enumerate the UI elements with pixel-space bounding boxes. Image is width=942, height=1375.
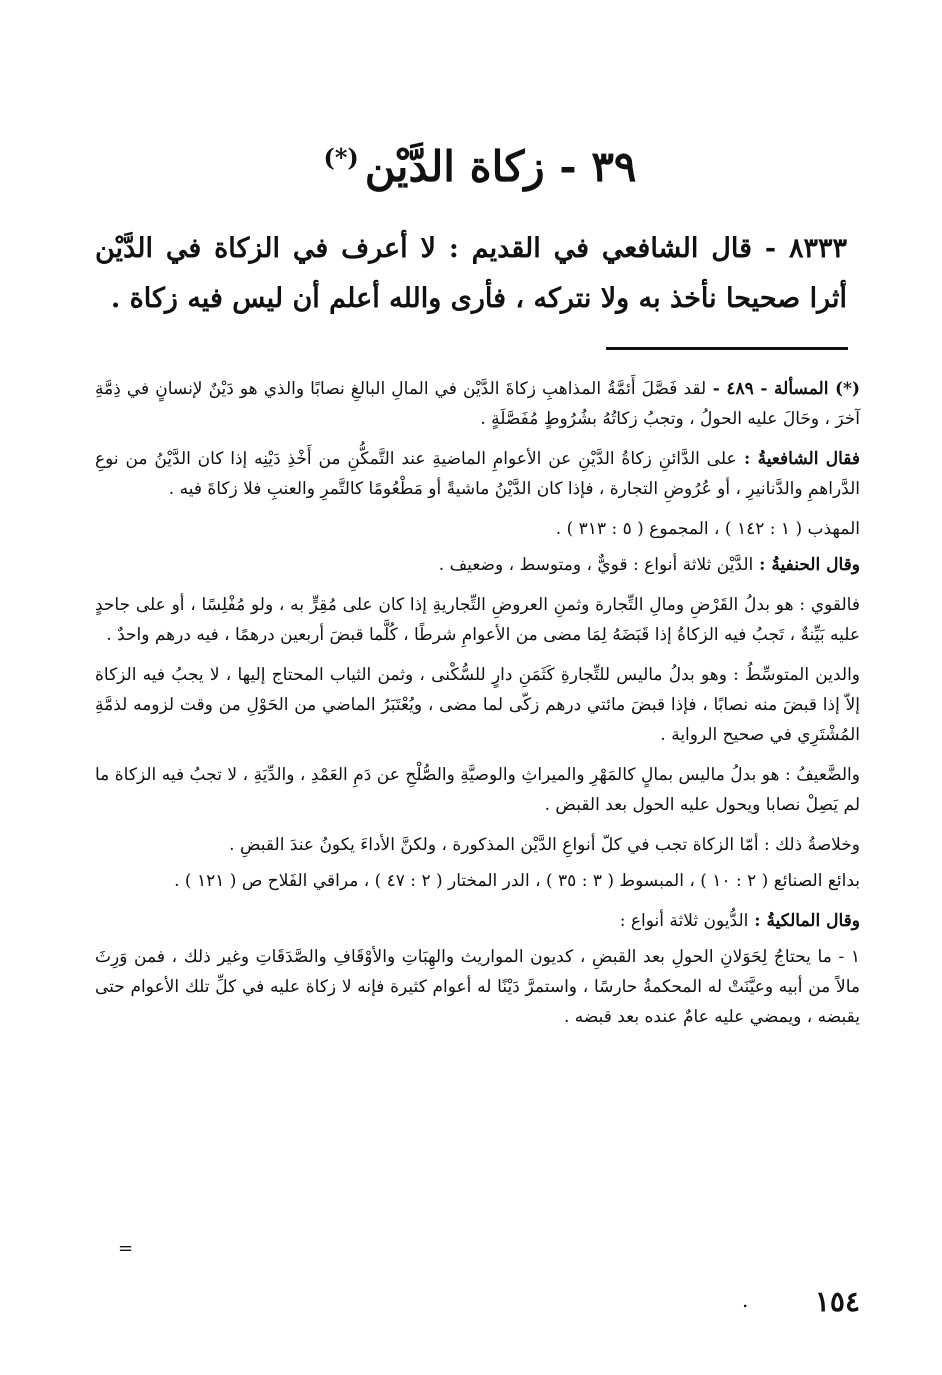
chapter-note-marker: (*) xyxy=(323,143,359,172)
footnote-maliki-text: الدُّيون ثلاثة أنواع : xyxy=(619,911,749,931)
chapter-title-text: ٣٩ - زكاة الدَّيْن xyxy=(364,142,637,191)
footnote-weak-debt: والضَّعيفُ : هو بدلُ ماليس بمالٍ كالمَهْرِ والميراثِ والوصيَّةِ والصُّلْحِ عن دَمِ العَمْدِ ، والدِّيَةِ ، لا تجبُ فيه الزكاة ما لم يَصِلْ نصابا ويحول عليه الحول بعد القبض . xyxy=(95,765,860,815)
footnote-shafii xyxy=(95,444,860,504)
footnote-separator xyxy=(606,347,848,350)
footnote-maliki-item-1: ١ - ما يحتاجُ لِحَوَلانِ الحولِ بعد القبضِ ، كديون المواريث والهِبَاتِ والأوْقَافِ والصَّدَقَاتِ وغير ذلك ، فمن وَرِثَ مالاً من أبيه وعيَّنَتْ له المحكمةُ حارسًا ، واستمرَّ دَيْنًا له أعوام كثيرة فإنه لا زكاة عليه في كلِّ تلك الأعوام حتى يقبضه ، ويمضي عليه عامٌ عنده بعد قبضه . xyxy=(95,947,860,1027)
footnote-intro-text: لقد فَصَّلَ أَئمَّةُ المذاهبِ زكاةَ الدَّيْن في المالِ البالغِ نصابًا والذي هو دَيْنٌ لإنسانٍ في ذِمَّةِ آخرَ ، وحَالَ عليه الحولُ ، وتجبُ زكاتُهُ بشُرُوطٍ مُفَصَّلَةٍ . xyxy=(95,379,860,429)
main-paragraph: ٨٣٣٣ - قال الشافعي في القديم : لا أعرف في الزكاة في الدَّيْن أثرا صحيحا نأخذ به ولا نتركه ، فأرى والله أعلم أن ليس فيه زكاة . xyxy=(95,233,847,314)
footnote-maliki xyxy=(95,906,860,936)
footnote-maliki-label: وقال المالكيةُ : xyxy=(748,911,860,931)
footnote-intro-label: (*) المسألة - ٤٨٩ - xyxy=(706,379,860,399)
footnote-reference: بدائع الصنائع ( ٢ : ١٠ ) ، المبسوط ( ٣ : ٣٥ ) ، الدر المختار ( ٢ : ٤٧ ) ، مراقي الفَلاح ص ( ١٢١ ) . xyxy=(174,871,860,891)
footnote-shafii-text: على الدَّائنِ زكاةُ الدَّيْنِ عن الأعوامِ الماضيةِ عند التَّمكُّنِ من أَخْذِ دَيْنِه إذا كان الدَّيْنُ من نوعِ الدَّراهمِ والدَّنانيرِ ، أو عُرُوضِ التجارة ، فإذا كان الدَّيْنُ ماشيةً أو مَطْعُومًا كالتَّمرِ والعنبِ فلا زكاةَ فيه . xyxy=(95,449,860,499)
page-number: ١٥٤ xyxy=(814,1285,860,1318)
footnote-reference: المهذب ( ١ : ١٤٢ ) ، المجموع ( ٥ : ٣١٣ ) . xyxy=(555,519,860,539)
footnote-summary: وخلاصةُ ذلك : أمّا الزكاة تجب في كلّ أنواعِ الدَّيْن المذكورة ، ولكنَّ الأداءَ يكونُ عندَ القبضِ . xyxy=(229,835,860,855)
page-dot: . xyxy=(742,1288,749,1312)
footnote-intro xyxy=(95,374,860,434)
footnote-hanafi-label: وقال الحنفيةُ : xyxy=(753,555,860,575)
continuation-marker: = xyxy=(118,1238,134,1259)
footnote-hanafi-text: الدَّيْن ثلاثة أنواع : قويٌّ ، ومتوسط ، وضعيف . xyxy=(438,555,754,575)
footnote-hanafi xyxy=(95,550,860,580)
footnote-strong-debt: فالقوي : هو بدلُ القَرْضِ ومالِ التِّجارة وثمنِ العروضِ التِّجاريةِ إذا كان على مُقِرٍّ به ، ولو مُفْلِسًا ، أو على جاحدٍ عليه بَيِّنةٌ ، تَجبُ فيه الزكاةُ إذا قَبَضَهُ لِمَا مضى من الأعوامِ شرطًا ، كُلَّما قبضَ أربعين درهمًا ، فيه درهم واحدٌ . xyxy=(95,595,860,645)
footnotes-section xyxy=(95,374,860,1042)
footnote-shafii-label: فقال الشافعيةُ : xyxy=(736,449,861,469)
chapter-title xyxy=(100,142,860,191)
footnote-medium-debt: والدين المتوسِّطُ : وهو بدلُ ماليس للتِّجارةِ كَثَمَنِ دارٍ للسُّكْنى ، وثمن الثياب المحتاج إليها ، لا يجبُ فيه الزكاة إلاّ إذا قبضَ منه نصابًا ، فإذا قبضَ مائتي درهم زكّى لما مضى ، ويُعْتَبَرُ الماضي من الحَوْلِ من وقت لزومه لذمَّةِ المُشْتَرِي في صحيح الرواية . xyxy=(95,665,860,745)
